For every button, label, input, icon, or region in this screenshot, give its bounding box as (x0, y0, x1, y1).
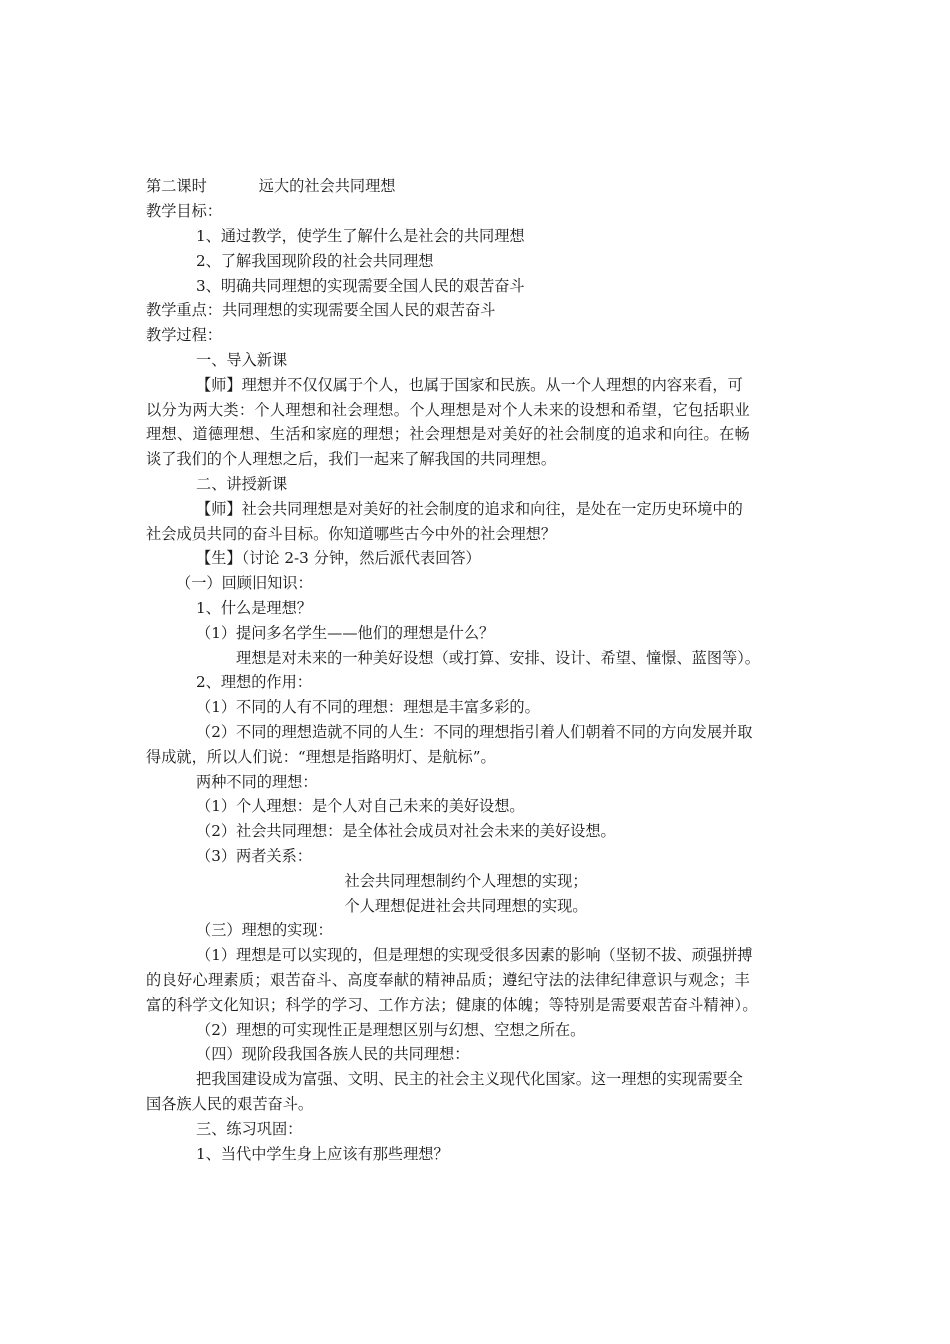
text-line: 【师】理想并不仅仅属于个人，也属于国家和民族。从一个人理想的内容来看，可 (196, 376, 743, 394)
lesson-number: 第二课时 (146, 177, 207, 195)
text-line: 1、当代中学生身上应该有那些理想？ (196, 1145, 449, 1163)
text-line: （3）两者关系： (196, 847, 312, 865)
text-line: （1）理想是可以实现的，但是理想的实现受很多因素的影响（坚韧不拔、顽强拼搏 (196, 946, 753, 964)
subsection-heading: （三）理想的实现： (196, 921, 333, 939)
text-line: （1）提问多名学生——他们的理想是什么？ (196, 624, 495, 642)
centered-line: 社会共同理想制约个人理想的实现； (344, 872, 588, 890)
text-line: （2）理想的可实现性正是理想区别与幻想、空想之所在。 (196, 1021, 586, 1039)
text-line: 2、理想的作用： (196, 673, 312, 691)
text-line: （1）不同的人有不同的理想：理想是丰富多彩的。 (196, 698, 540, 716)
lesson-title (146, 174, 395, 198)
text-line: 2、了解我国现阶段的社会共同理想 (196, 252, 434, 270)
subsection-heading: 一、导入新课 (196, 351, 288, 369)
text-line: 富的科学文化知识；科学的学习、工作方法；健康的体魄；等特别是需要艰苦奋斗精神）。 (146, 996, 758, 1014)
centered-line: 个人理想促进社会共同理想的实现。 (344, 897, 588, 915)
subsection-heading: 二、讲授新课 (196, 475, 288, 493)
subsection-heading: （一）回顾旧知识： (176, 574, 313, 592)
text-line: （2）社会共同理想：是全体社会成员对社会未来的美好设想。 (196, 822, 616, 840)
text-line: 1、什么是理想？ (196, 599, 312, 617)
text-line: 的良好心理素质；艰苦奋斗、高度奉献的精神品质；遵纪守法的法律纪律意识与观念；丰 (146, 971, 751, 989)
text-line: 两种不同的理想： (196, 773, 318, 791)
section-heading: 教学过程： (146, 326, 222, 344)
subsection-heading: 三、练习巩固： (196, 1120, 303, 1138)
text-line: 1、通过教学，使学生了解什么是社会的共同理想 (196, 227, 525, 245)
text-line: 理想是对未来的一种美好设想（或打算、安排、设计、希望、憧憬、蓝图等）。 (236, 649, 760, 667)
text-line: 理想、道德理想、生活和家庭的理想；社会理想是对美好的社会制度的追求和向往。在畅 (146, 425, 751, 443)
text-line: 谈了我们的个人理想之后，我们一起来了解我国的共同理想。 (146, 450, 557, 468)
text-line: （2）不同的理想造就不同的人生：不同的理想指引着人们朝着不同的方向发展并取 (196, 723, 753, 741)
text-line: 【师】社会共同理想是对美好的社会制度的追求和向往，是处在一定历史环境中的 (196, 500, 743, 518)
text-line: 【生】（讨论 2-3 分钟，然后派代表回答） (196, 549, 481, 567)
text-line: 把我国建设成为富强、文明、民主的社会主义现代化国家。这一理想的实现需要全 (196, 1070, 743, 1088)
subsection-heading: （四）现阶段我国各族人民的共同理想： (196, 1045, 470, 1063)
text-line: 以分为两大类：个人理想和社会理想。个人理想是对个人未来的设想和希望，它包括职业 (146, 401, 751, 419)
text-line: 社会成员共同的奋斗目标。你知道哪些古今中外的社会理想？ (146, 525, 557, 543)
lesson-name: 远大的社会共同理想 (258, 177, 396, 195)
text-line: 得成就，所以人们说：“理想是指路明灯、是航标”。 (146, 748, 496, 766)
text-line: 国各族人民的艰苦奋斗。 (146, 1095, 314, 1113)
text-line: （1）个人理想：是个人对自己未来的美好设想。 (196, 797, 525, 815)
section-heading: 教学目标： (146, 202, 222, 220)
section-heading: 教学重点：共同理想的实现需要全国人民的艰苦奋斗 (146, 301, 496, 319)
text-line: 3、明确共同理想的实现需要全国人民的艰苦奋斗 (196, 277, 525, 295)
